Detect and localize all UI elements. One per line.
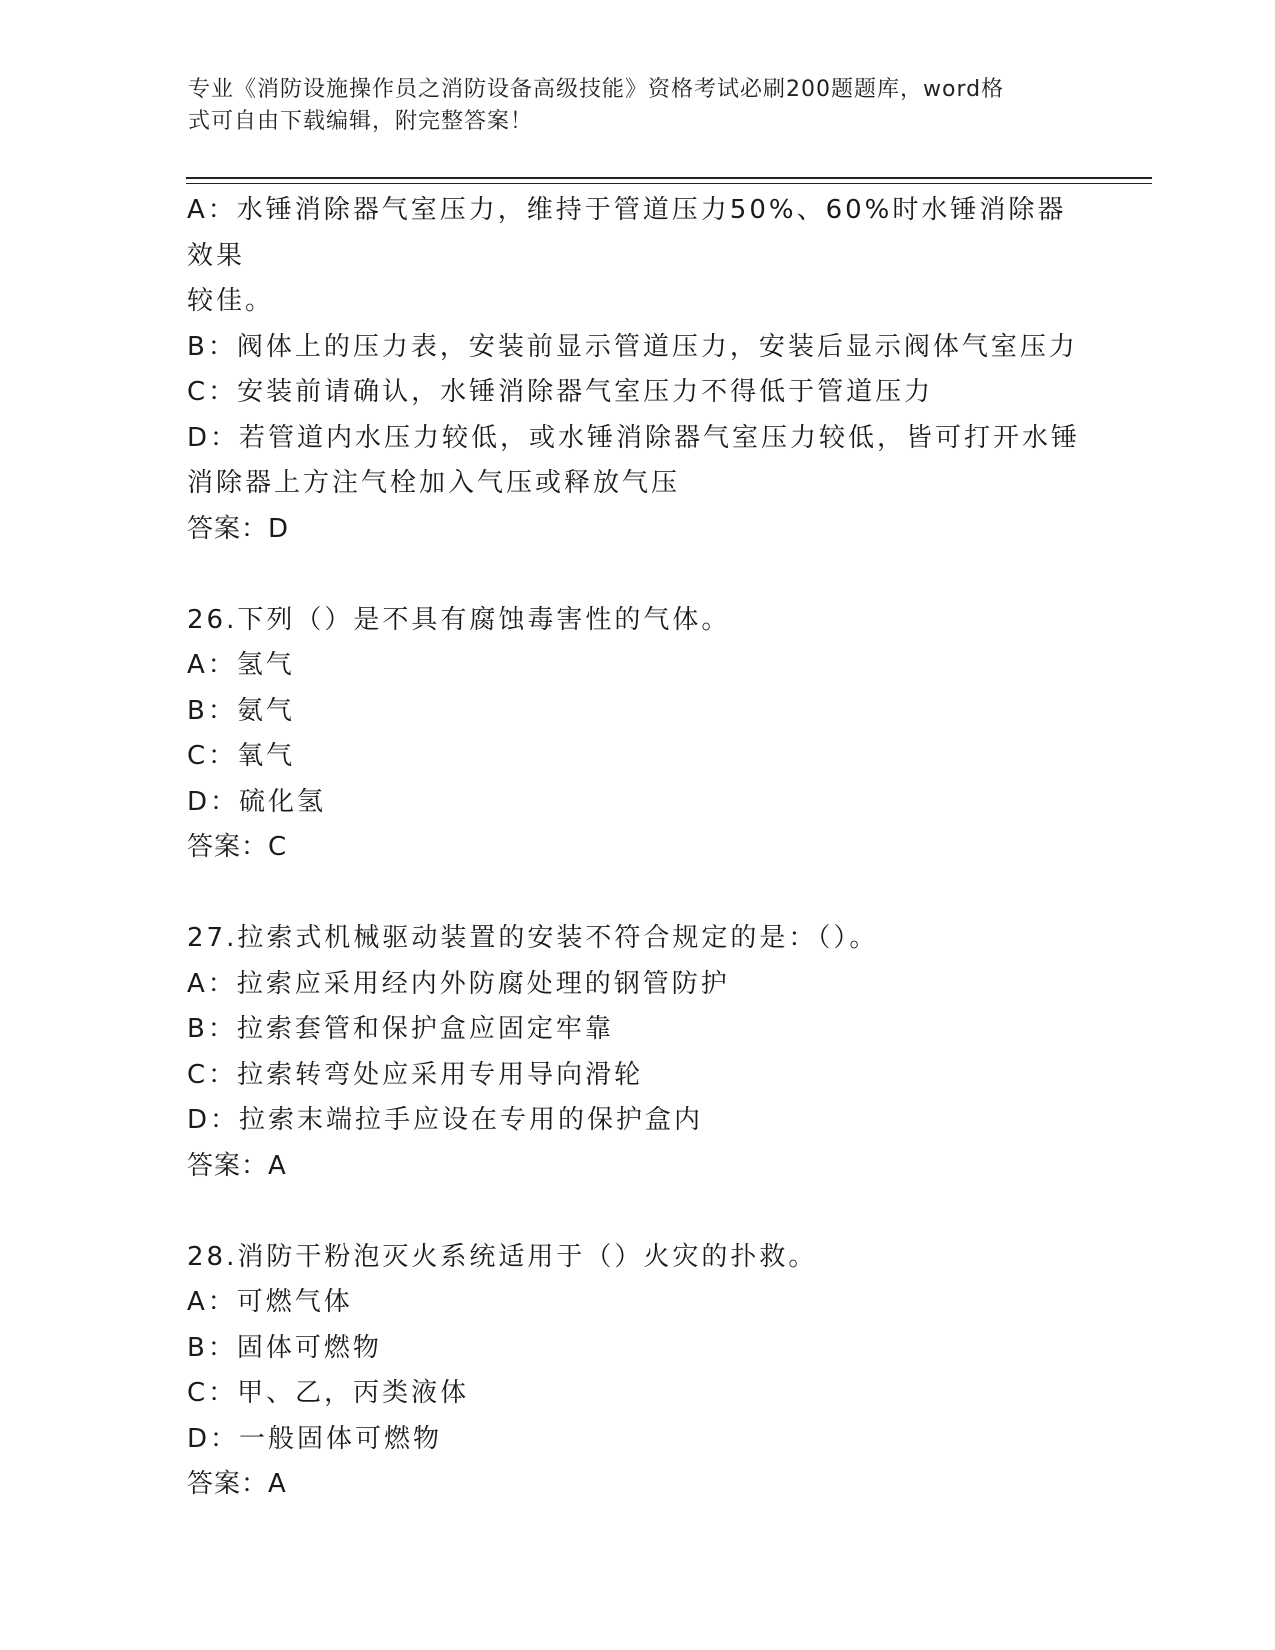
question-text: 28.消防干粉泡灭火系统适用于（）火灾的扑救。 — [187, 1241, 818, 1272]
spacer — [187, 1189, 1087, 1235]
option-d-line-2: 消除器上方注气栓加入气压或释放气压 — [187, 468, 681, 498]
option-d: D：硫化氢 — [187, 786, 327, 817]
question-list — [187, 188, 1087, 1508]
option-a-line-1: A：水锤消除器气室压力，维持于管道压力50%、60%时水锤消除器效果 — [187, 195, 1067, 271]
option-a: A：拉索应采用经内外防腐处理的钢管防护 — [187, 968, 730, 999]
question-block-27 — [187, 916, 1087, 1189]
answer: 答案：D — [187, 513, 290, 544]
question-block-26 — [187, 598, 1087, 871]
option-b: B：氨气 — [187, 695, 295, 726]
option-c: C：拉索转弯处应采用专用导向滑轮 — [187, 1059, 644, 1090]
header-rule-thick — [186, 177, 1152, 179]
question-text: 27.拉索式机械驱动装置的安装不符合规定的是：（）。 — [187, 923, 879, 953]
option-c: C：安装前请确认，水锤消除器气室压力不得低于管道压力 — [187, 377, 934, 407]
answer: 答案：A — [187, 1150, 287, 1181]
option-a-line-2: 较佳。 — [187, 286, 275, 316]
option-d: D：拉索末端拉手应设在专用的保护盒内 — [187, 1105, 704, 1135]
answer: 答案：C — [187, 832, 288, 862]
option-d-line-1: D：若管道内水压力较低，或水锤消除器气室压力较低，皆可打开水锤 — [187, 422, 1081, 453]
option-c: C：甲、乙，丙类液体 — [187, 1378, 470, 1408]
option-d: D：一般固体可燃物 — [187, 1423, 443, 1454]
option-a: A：氢气 — [187, 650, 295, 680]
option-b: B：阀体上的压力表，安装前显示管道压力，安装后显示阀体气室压力 — [187, 331, 1078, 362]
question-block-28 — [187, 1235, 1087, 1508]
page-header — [188, 74, 1068, 138]
question-text: 26.下列（）是不具有腐蚀毒害性的气体。 — [187, 604, 731, 635]
header-rule-thin — [186, 183, 1152, 184]
question-block-prev — [187, 188, 1087, 552]
answer: 答案：A — [187, 1469, 287, 1499]
option-a: A：可燃气体 — [187, 1287, 353, 1317]
spacer — [187, 871, 1087, 917]
header-line-1: 专业《消防设施操作员之消防设备高级技能》资格考试必刷200题题库，word格 — [188, 77, 1005, 102]
header-line-2: 式可自由下载编辑，附完整答案！ — [188, 109, 534, 134]
spacer — [187, 552, 1087, 598]
option-c: C：氧气 — [187, 741, 296, 771]
option-b: B：固体可燃物 — [187, 1332, 382, 1363]
option-b: B：拉索套管和保护盒应固定牢靠 — [187, 1014, 614, 1044]
